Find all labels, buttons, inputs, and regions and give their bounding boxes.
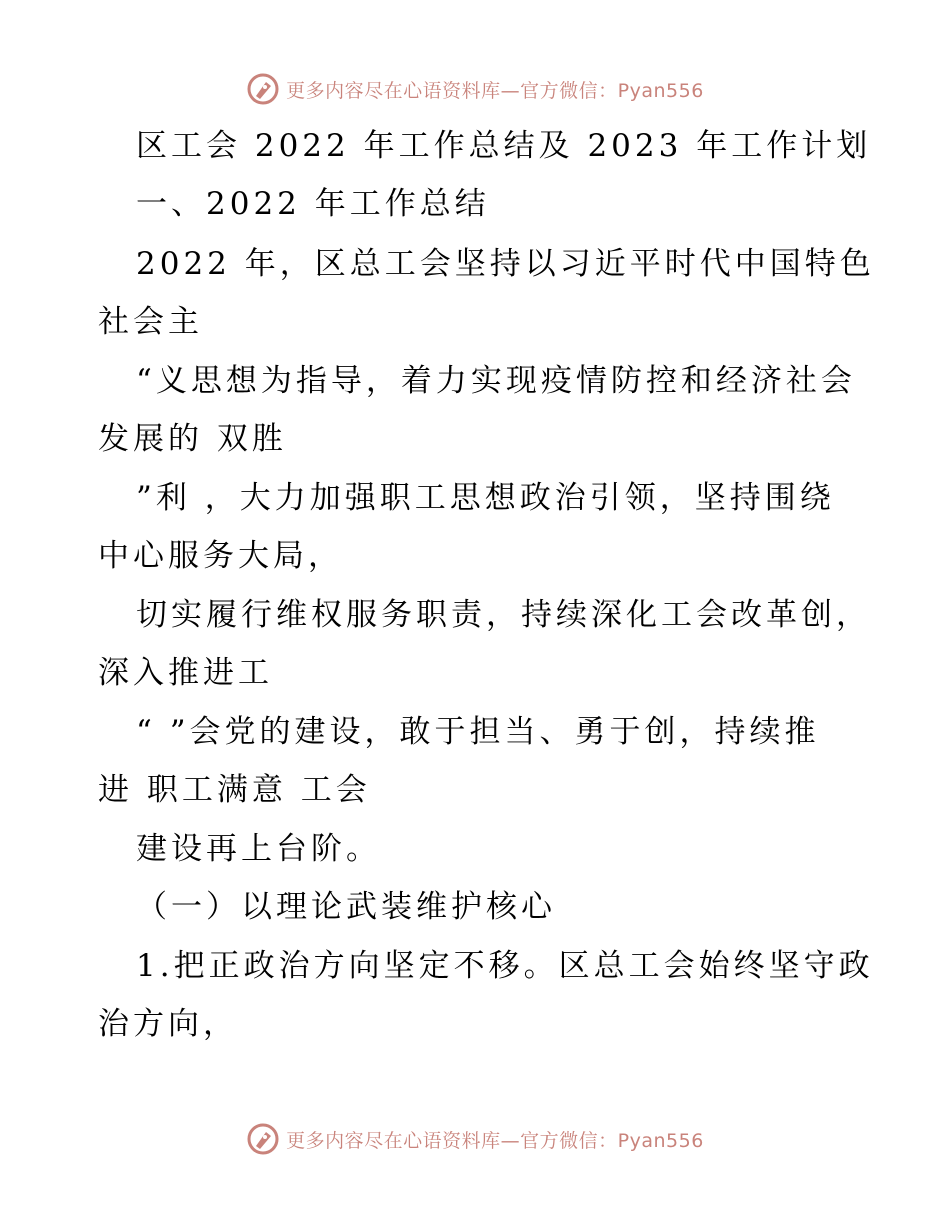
paragraph-line: 建设再上台阶。	[136, 831, 381, 867]
watermark-header	[0, 72, 950, 106]
section-heading: 一、2022 年工作总结	[136, 186, 490, 222]
watermark-text: 更多内容尽在心语资料库—官方微信：Pyan556	[286, 1129, 704, 1152]
document-title: 区工会 2022 年工作总结及 2023 年工作计划	[136, 128, 872, 164]
paragraph-line: “义思想为指导，着力实现疫情防控和经济社会	[136, 363, 856, 399]
paragraph-line: 治方向，	[98, 1006, 238, 1042]
watermark-footer	[0, 1122, 950, 1156]
paragraph-line: 切实履行维权服务职责，持续深化工会改革创，	[136, 597, 871, 633]
paragraph-line: “ ”会党的建设，敢于担当、勇于创，持续推	[136, 714, 820, 750]
paragraph-line: 深入推进工	[98, 655, 273, 691]
paragraph-line: 1.把正政治方向坚定不移。区总工会始终坚守政	[136, 948, 874, 984]
watermark-text: 更多内容尽在心语资料库—官方微信：Pyan556	[286, 79, 704, 102]
paragraph-line: 2022 年，区总工会坚持以习近平时代中国特色	[136, 246, 875, 282]
paragraph-line: 中心服务大局，	[98, 538, 343, 574]
paragraph-line: 社会主	[98, 304, 203, 340]
paragraph-line: 进 职工满意 工会	[98, 772, 371, 808]
pen-nib-logo-icon	[246, 1122, 280, 1156]
paragraph-line: 发展的 双胜	[98, 421, 287, 457]
paragraph-line: ”利 ，大力加强职工思想政治引领，坚持围绕	[136, 480, 835, 516]
pen-nib-logo-icon	[246, 72, 280, 106]
subsection-heading: （一）以理论武装维护核心	[136, 889, 556, 925]
